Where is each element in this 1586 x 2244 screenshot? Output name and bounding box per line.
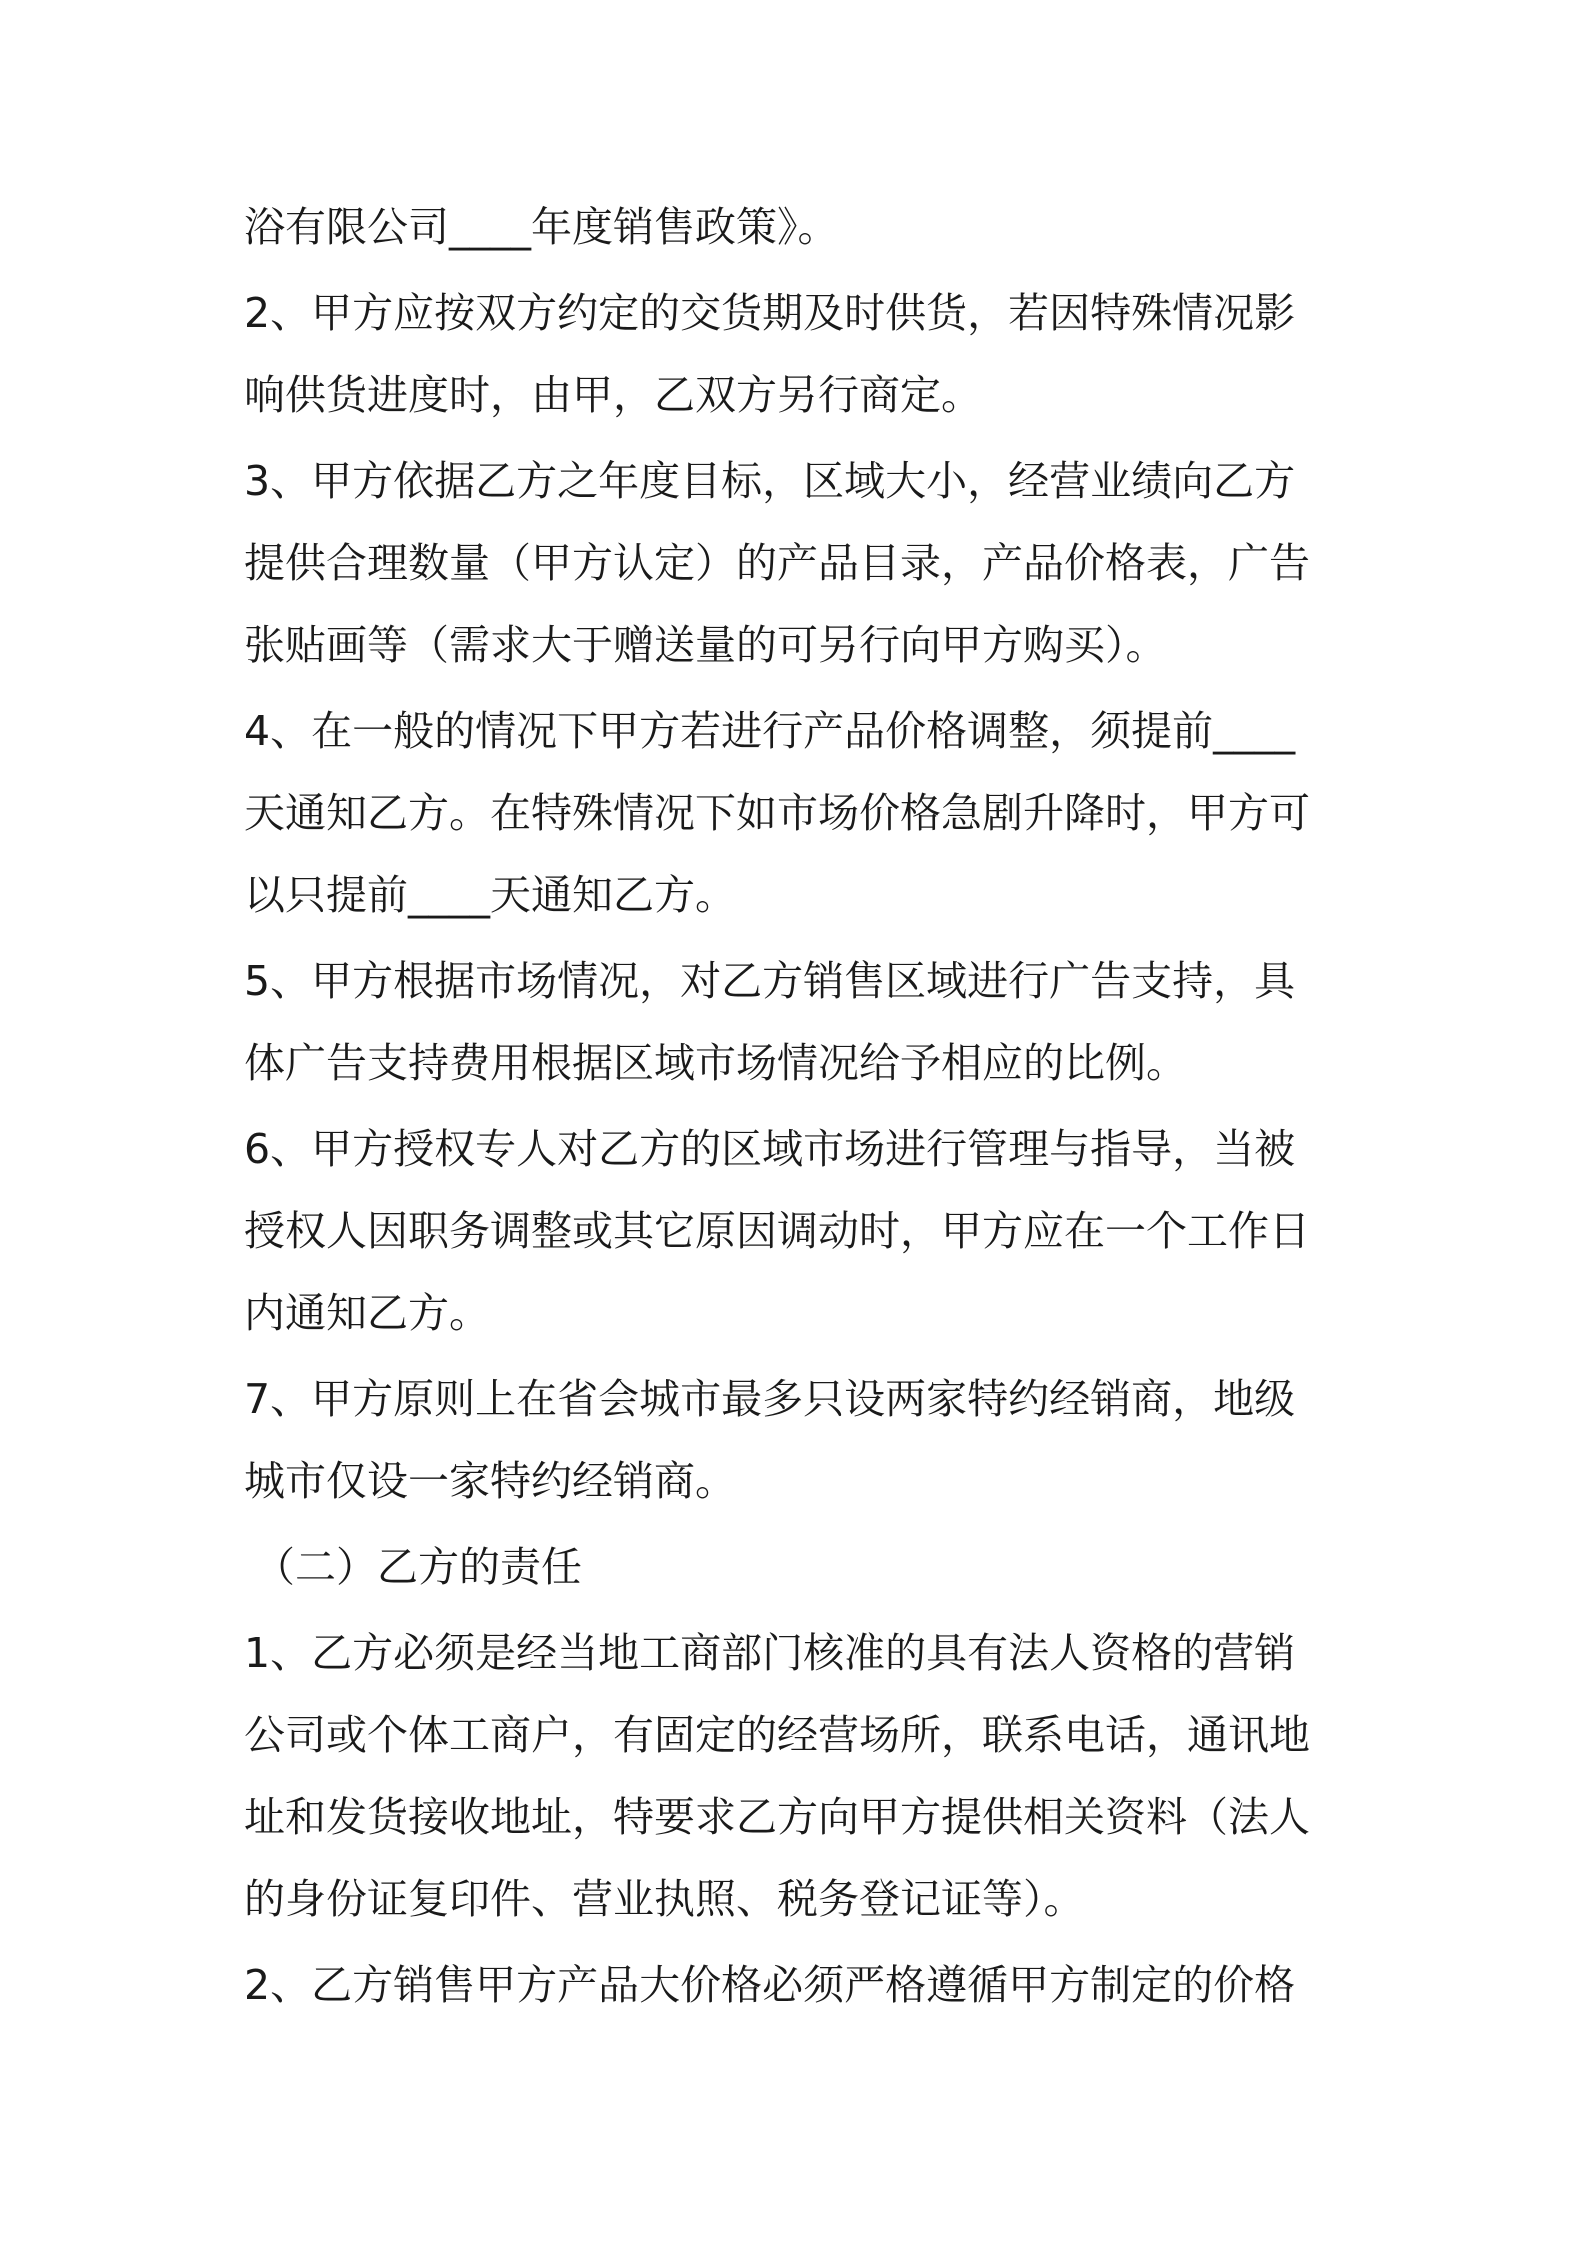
text-line: 以只提前____天通知乙方。: [244, 871, 736, 919]
text-line: 6、甲方授权专人对乙方的区域市场进行管理与指导，当被: [244, 1125, 1296, 1173]
text-line: 公司或个体工商户，有固定的经营场所，联系电话，通讯地: [244, 1711, 1310, 1759]
text-line: 提供合理数量（甲方认定）的产品目录，产品价格表，广告: [244, 539, 1310, 587]
text-line: 天通知乙方。在特殊情况下如市场价格急剧升降时，甲方可: [244, 789, 1310, 837]
text-line: 的身份证复印件、营业执照、税务登记证等）。: [244, 1875, 1085, 1923]
text-line: 城市仅设一家特约经销商。: [244, 1457, 736, 1505]
text-line: 浴有限公司____年度销售政策》。: [244, 203, 839, 251]
text-line: 3、甲方依据乙方之年度目标，区域大小，经营业绩向乙方: [244, 457, 1296, 505]
text-line: 内通知乙方。: [244, 1289, 490, 1337]
text-line: 7、甲方原则上在省会城市最多只设两家特约经销商，地级: [244, 1375, 1296, 1423]
section-heading: （二）乙方的责任: [254, 1543, 582, 1591]
text-line: 2、乙方销售甲方产品大价格必须严格遵循甲方制定的价格: [244, 1961, 1296, 2009]
text-line: 2、甲方应按双方约定的交货期及时供货，若因特殊情况影: [244, 289, 1296, 337]
text-line: 址和发货接收地址，特要求乙方向甲方提供相关资料（法人: [244, 1793, 1310, 1841]
text-line: 授权人因职务调整或其它原因调动时，甲方应在一个工作日: [244, 1207, 1310, 1255]
text-line: 4、在一般的情况下甲方若进行产品价格调整，须提前____: [244, 707, 1296, 755]
text-line: 体广告支持费用根据区域市场情况给予相应的比例。: [244, 1039, 1187, 1087]
text-line: 1、乙方必须是经当地工商部门核准的具有法人资格的营销: [244, 1629, 1296, 1677]
text-line: 张贴画等（需求大于赠送量的可另行向甲方购买）。: [244, 621, 1167, 669]
text-line: 5、甲方根据市场情况，对乙方销售区域进行广告支持，具: [244, 957, 1296, 1005]
document-page: [244, 186, 1348, 2026]
text-line: 响供货进度时，由甲，乙双方另行商定。: [244, 371, 982, 419]
